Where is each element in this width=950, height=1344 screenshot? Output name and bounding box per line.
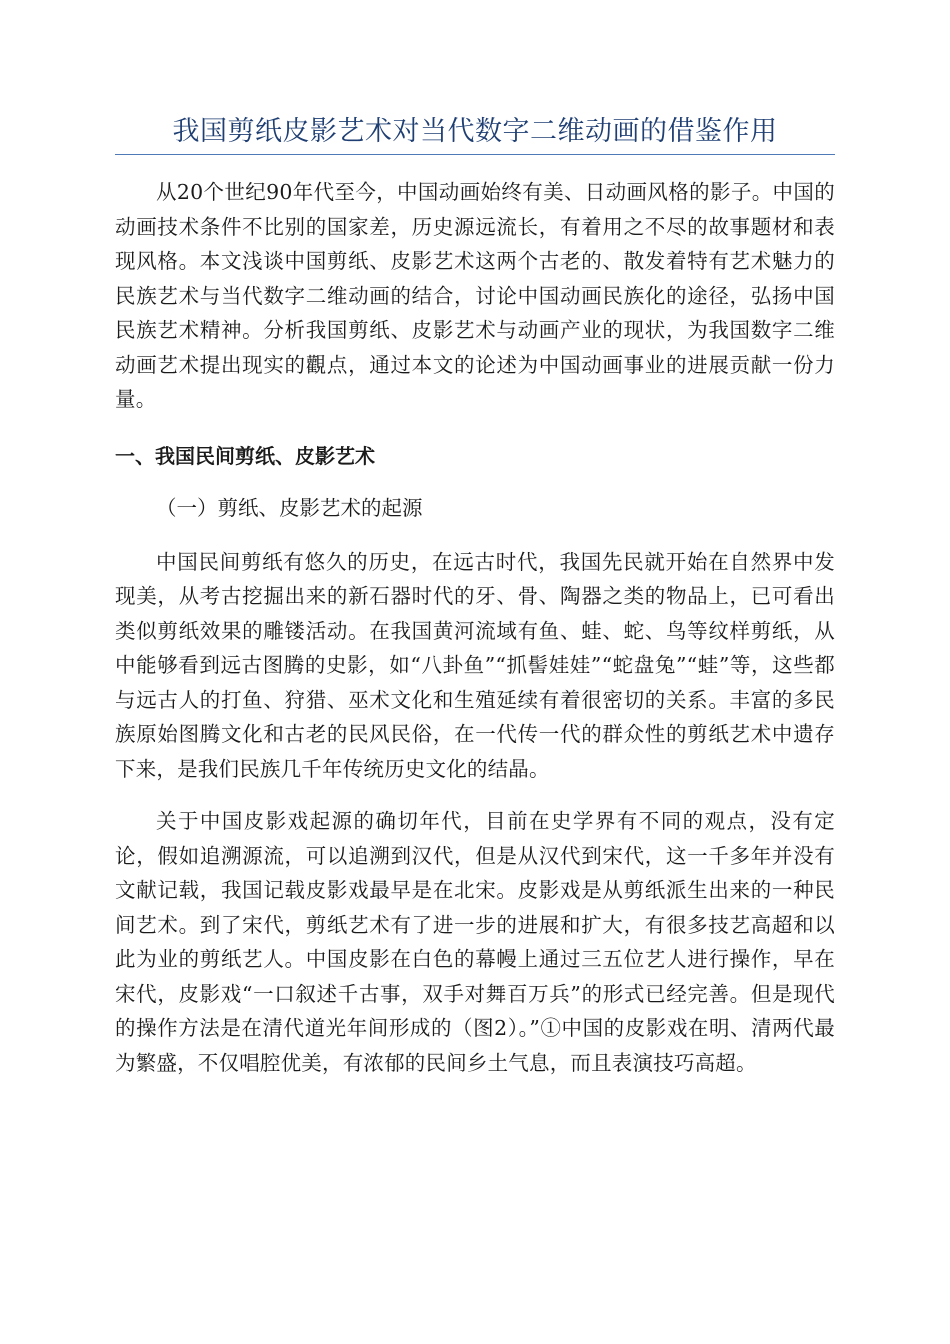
body-paragraph-shadow-play: 关于中国皮影戏起源的确切年代，目前在史学界有不同的观点，没有定论，假如追溯源流，可以追溯到汉代，但是从汉代到宋代，这一千多年并没有文献记载，我国记载皮影戏最早是在北宋。皮影戏是从剪纸派生出来的一种民间艺术。到了宋代，剪纸艺术有了进一步的进展和扩大，有很多技艺高超和以此为业的剪纸艺人。中国皮影在白色的幕幔上通过三五位艺人进行操作，早在宋代，皮影戏“一口叙述千古事，双手对舞百万兵”的形式已经完善。但是现代的操作方法是在清代道光年间形成的（图2）。”①中国的皮影戏在明、清两代最为繁盛，不仅唱腔优美，有浓郁的民间乡土气息，而且表演技巧高超。 [115,809,835,1075]
document-title: 我国剪纸皮影艺术对当代数字二维动画的借鉴作用 [172,116,778,147]
section-heading: 一、我国民间剪纸、皮影艺术 [115,443,375,468]
subsection-heading: （一）剪纸、皮影艺术的起源 [156,495,423,520]
body-paragraph-papercut: 中国民间剪纸有悠久的历史，在远古时代，我国先民就开始在自然界中发现美，从考古挖掘出来的新石器时代的牙、骨、陶器之类的物品上，已可看出类似剪纸效果的雕镂活动。在我国黄河流域有鱼、蛙、蛇、鸟等纹样剪纸，从中能够看到远古图腾的史影，如“八卦鱼”“抓髻娃娃”“蛇盘兔”“蛙”等，这些都与远古人的打鱼、狩猎、巫术文化和生殖延续有着很密切的关系。丰富的多民族原始图腾文化和古老的民风民俗，在一代传一代的群众性的剪纸艺术中遗存下来，是我们民族几千年传统历史文化的结晶。 [115,549,835,781]
title-underline [115,154,835,155]
intro-paragraph: 从20个世纪90年代至今，中国动画始终有美、日动画风格的影子。中国的动画技术条件不比别的国家差，历史源远流长，有着用之不尽的故事题材和表现风格。本文浅谈中国剪纸、皮影艺术这两个古老的、散发着特有艺术魅力的民族艺术与当代数字二维动画的结合，讨论中国动画民族化的途径，弘扬中国民族艺术精神。分析我国剪纸、皮影艺术与动画产业的现状，为我国数字二维动画艺术提出现实的觀点，通过本文的论述为中国动画事业的进展贡献一份力量。 [115,180,835,411]
document-page [115,112,835,1098]
